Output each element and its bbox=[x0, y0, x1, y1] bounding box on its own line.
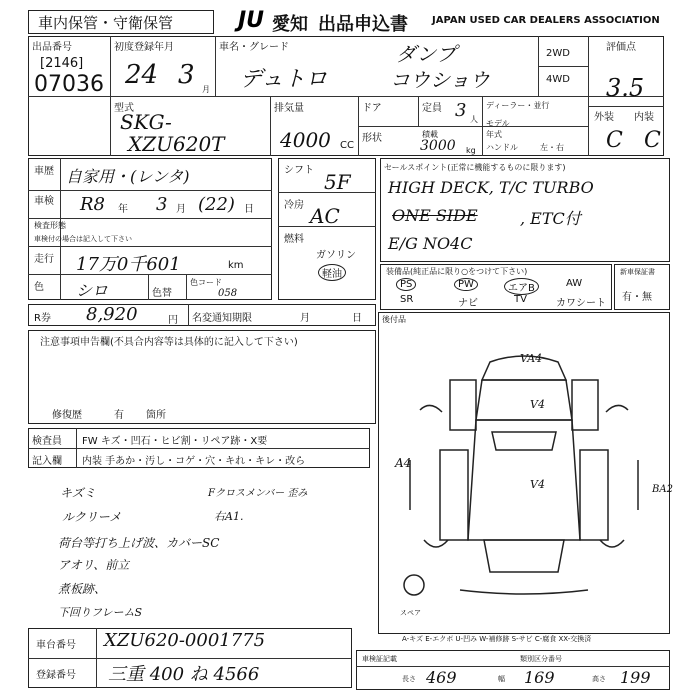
label-handle: ハンドル bbox=[486, 143, 518, 152]
note-line-5: 煮板跡、 bbox=[58, 582, 107, 596]
damage-top: VA4 bbox=[520, 352, 543, 365]
equip-tv: TV bbox=[514, 294, 527, 305]
recycle-value: 8,920 bbox=[86, 304, 138, 325]
width-value: 169 bbox=[524, 668, 555, 687]
fuel-diesel: 軽油 bbox=[318, 264, 346, 281]
damage-hood: V4 bbox=[530, 398, 545, 411]
label-shift: シフト bbox=[284, 165, 314, 176]
equip-sr: SR bbox=[400, 294, 414, 305]
label-warranty: 新車保証書 bbox=[620, 268, 655, 276]
label-selling-points: セールスポイント(正常に機能するものに限ります) bbox=[384, 163, 566, 172]
selling-point-2-struck: ONE SIDE bbox=[392, 206, 478, 225]
label-interior: 内装 bbox=[634, 112, 654, 123]
selling-point-2: , ETC付 bbox=[520, 209, 581, 228]
note-line-1: キズミ bbox=[60, 486, 96, 500]
equip-airbag: エアB bbox=[504, 278, 539, 295]
equip-aw: AW bbox=[566, 278, 583, 289]
handle-options: 左・右 bbox=[540, 143, 564, 152]
reg-no-value: 三重 400 ね 4566 bbox=[108, 664, 260, 685]
label-exterior: 外装 bbox=[594, 112, 614, 123]
note-line-2: ルクリーメ bbox=[62, 510, 122, 524]
label-notice-day: 日 bbox=[352, 313, 362, 324]
label-model-grade: 車名・グレード bbox=[219, 42, 289, 53]
load-value: 3000 bbox=[420, 138, 456, 154]
label-color-change: 色替 bbox=[152, 288, 172, 299]
rating-value: 3.5 bbox=[606, 74, 645, 102]
exterior-grade: C bbox=[606, 128, 623, 153]
warranty-options: 有・無 bbox=[622, 292, 652, 303]
history-value: 自家用・(レンタ) bbox=[66, 167, 190, 186]
label-dealer: ディーラー・並行 bbox=[486, 101, 550, 110]
body-type: ダンプ bbox=[396, 42, 457, 66]
grade: コウショウ bbox=[390, 68, 490, 92]
inspection-note: 車検付の場合は記入して下さい bbox=[34, 235, 132, 243]
label-shape: 形状 bbox=[362, 133, 382, 144]
note-line-4: アオリ、前立 bbox=[58, 558, 130, 572]
inspect-checklist-1: FW キズ・凹石・ヒビ割・リペア跡・X要 bbox=[82, 436, 268, 447]
first-reg-year: 24 bbox=[125, 60, 159, 90]
note-line-6: 下回りフレームS bbox=[58, 606, 143, 619]
label-equipment: 装備品(純正品に限り○をつけて下さい) bbox=[386, 267, 528, 276]
label-repair-yes: 有 bbox=[114, 410, 124, 421]
label-displacement: 排気量 bbox=[274, 103, 304, 114]
label-mileage: 走行 bbox=[34, 254, 54, 265]
label-reg-no: 登録番号 bbox=[36, 670, 76, 681]
equip-ps: PS bbox=[396, 278, 416, 291]
mileage-value: 17万0千601 bbox=[76, 254, 181, 275]
label-color: 色 bbox=[34, 282, 44, 293]
association-name: JAPAN USED CAR DEALERS ASSOCIATION bbox=[432, 15, 660, 26]
label-repair-place: 箇所 bbox=[146, 410, 166, 421]
length-value: 469 bbox=[426, 668, 457, 687]
car-diagram bbox=[380, 340, 668, 610]
label-rating: 評価点 bbox=[606, 42, 636, 53]
color-code-value: 058 bbox=[218, 288, 238, 299]
label-width: 幅 bbox=[498, 675, 505, 683]
label-first-reg: 初度登録年月 bbox=[114, 42, 174, 53]
label-km: km bbox=[228, 260, 244, 271]
damage-legend: A-キズ E-エクボ U-凹み W-補修跡 S-サビ C-腐食 XX-交換済 bbox=[402, 635, 592, 643]
equip-pw: PW bbox=[454, 278, 478, 291]
displacement-value: 4000 bbox=[280, 128, 331, 152]
equip-navi: ナビ bbox=[458, 298, 478, 309]
label-length: 長さ bbox=[402, 675, 416, 683]
color-value: シロ bbox=[76, 281, 109, 300]
selling-point-1: HIGH DECK, T/C TURBO bbox=[388, 178, 594, 197]
model-code-2: XZU620T bbox=[128, 132, 225, 156]
label-month: 月 bbox=[176, 204, 186, 215]
label-kg: kg bbox=[466, 146, 476, 155]
interior-grade: C bbox=[644, 128, 661, 153]
inspection-year: R8 bbox=[80, 194, 106, 215]
lot-code: [2146] bbox=[40, 56, 84, 71]
label-notice-month: 月 bbox=[300, 313, 310, 324]
damage-center: V4 bbox=[530, 478, 545, 491]
capacity-value: 3 bbox=[455, 100, 467, 121]
label-chassis-no: 車台番号 bbox=[36, 640, 76, 651]
label-later-parts: 後付品 bbox=[382, 315, 406, 324]
page-title: 出品申込書 bbox=[318, 14, 408, 35]
label-inspection: 車検 bbox=[34, 196, 54, 207]
label-load: 積載 bbox=[422, 130, 438, 139]
label-person: 人 bbox=[470, 115, 478, 124]
label-spare: スペア bbox=[400, 609, 421, 617]
label-fuel: 燃料 bbox=[284, 234, 304, 245]
fuel-gasoline: ガソリン bbox=[316, 250, 356, 261]
inspection-month: 3 bbox=[156, 194, 168, 215]
label-yen: 円 bbox=[168, 315, 178, 326]
note-right-2: 右A1. bbox=[214, 510, 244, 523]
shift-value: 5F bbox=[324, 170, 351, 194]
label-history: 車歴 bbox=[34, 166, 54, 177]
drive-4wd: 4WD bbox=[546, 74, 570, 85]
label-remarks: 記入欄 bbox=[32, 456, 62, 467]
label-category-ref: 類別区分番号 bbox=[520, 655, 562, 663]
inspect-checklist-2: 内装 手あか・汚し・コゲ・穴・キれ・キレ・改ら bbox=[82, 456, 306, 467]
label-color-code: 色コード bbox=[190, 278, 222, 287]
inspection-day: (22) bbox=[198, 194, 235, 215]
note-line-3: 荷台等打ち上げ波、カバーSC bbox=[58, 536, 220, 550]
label-repair-history: 修復歴 bbox=[52, 410, 82, 421]
label-day: 日 bbox=[244, 204, 254, 215]
model-name: デュトロ bbox=[240, 67, 328, 92]
label-name-notice: 名変通知期限 bbox=[192, 313, 252, 324]
model-code-1: SKG- bbox=[120, 110, 172, 134]
label-cc: CC bbox=[340, 140, 354, 151]
label-inspector: 検査員 bbox=[32, 436, 62, 447]
note-right-1: Fクロスメンバー 歪み bbox=[208, 488, 308, 499]
selling-point-3: E/G NO4C bbox=[388, 234, 473, 253]
label-year-unit: 年 bbox=[118, 204, 128, 215]
first-reg-month: 3 bbox=[178, 60, 195, 90]
equip-seat: カワシート bbox=[556, 298, 606, 309]
ju-logo: JU bbox=[238, 8, 265, 33]
drive-2wd: 2WD bbox=[546, 48, 570, 59]
label-month-unit: 月 bbox=[202, 85, 210, 94]
label-height: 高さ bbox=[592, 675, 606, 683]
label-model-code: 型式 bbox=[114, 103, 134, 114]
label-model-year: モデル 年式 bbox=[486, 119, 510, 139]
aircon-value: AC bbox=[310, 204, 340, 228]
damage-right: BA2 bbox=[652, 484, 673, 495]
label-doors: ドア bbox=[362, 103, 382, 114]
label-capacity: 定員 bbox=[422, 103, 442, 114]
title-region: 愛知 bbox=[272, 14, 308, 35]
storage-title: 車内保管・守衛保管 bbox=[38, 14, 174, 32]
label-inspection-form: 検査形態 bbox=[34, 221, 66, 230]
label-vehicle-ref: 車検証記載 bbox=[362, 655, 397, 663]
chassis-no-value: XZU620-0001775 bbox=[104, 630, 266, 651]
label-lot-no: 出品番号 bbox=[32, 42, 72, 53]
height-value: 199 bbox=[620, 668, 651, 687]
lot-number: 07036 bbox=[34, 72, 104, 97]
label-aircon: 冷房 bbox=[284, 200, 304, 211]
label-caution: 注意事項申告欄(不具合内容等は具体的に記入して下さい) bbox=[40, 337, 298, 348]
label-recycle: R券 bbox=[34, 313, 51, 324]
damage-left: A4 bbox=[395, 456, 412, 470]
